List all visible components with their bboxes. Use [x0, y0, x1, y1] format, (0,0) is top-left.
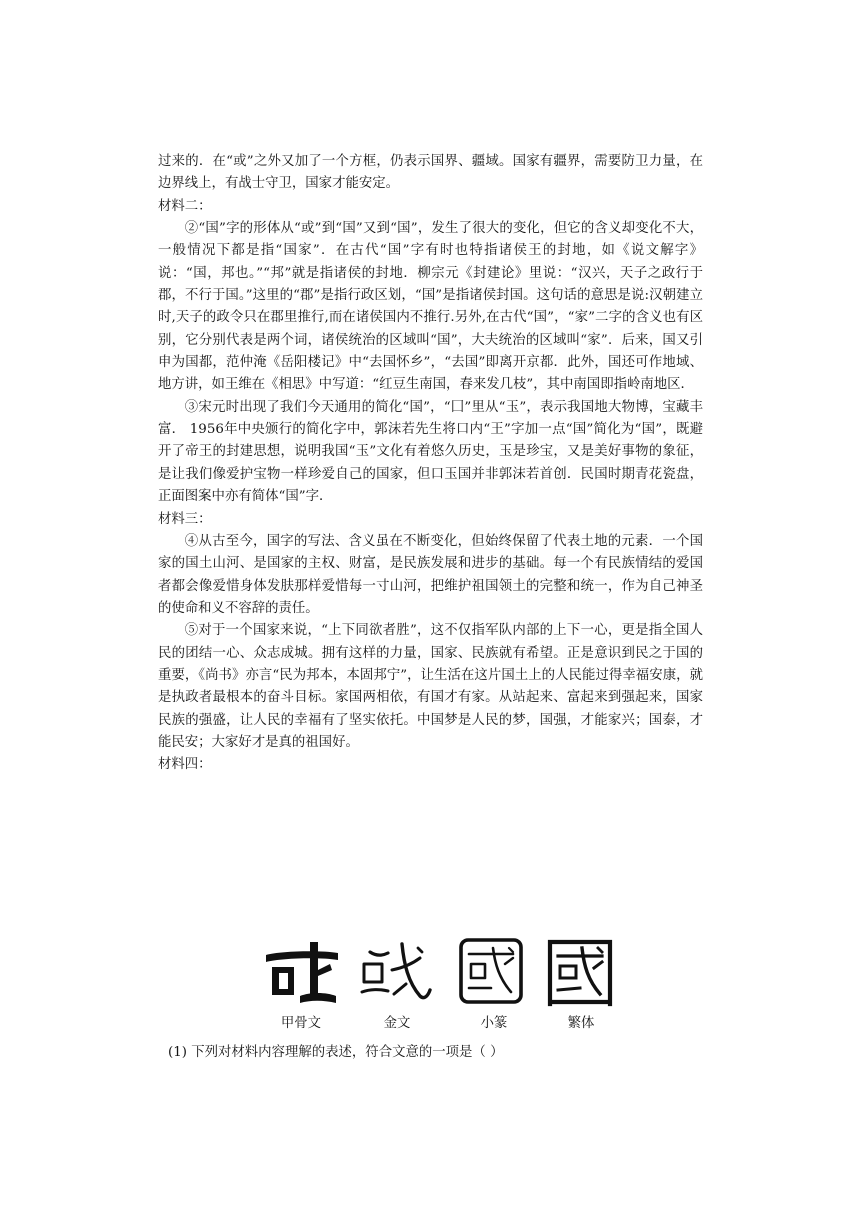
paragraph-5: ⑤对于一个国家来说，“上下同欲者胜”，这不仅指军队内部的上下一心，更是指全国人民的团结一心、众志成城。拥有这样的力量，国家、民族就有希望。正是意识到民之于国的重要，《尚书》亦言“民为邦本，本固邦宁”，让生活在这片国土上的人民能过得幸福安康，就是执政者最根本的奋斗目标。家国两相依，有国才有家。从站起来、富起来到强起来，国家民族的强盛，让人民的幸福有了坚实依托。中国梦是人民的梦，国强，才能家兴；国泰，才能民安；大家好才是真的祖国好。	[158, 623, 703, 750]
traditional-guo-icon	[540, 934, 622, 1012]
paragraph-4: ④从古至今，国字的写法、含义虽在不断变化，但始终保留了代表土地的元素．一个国家的国土山河、是国家的主权、财富，是民族发展和进步的基础。每一个有民族情结的爱国者都会像爱惜身体发肤那样爱惜每一寸山河，把维护祖国领土的完整和统一，作为自己神圣的使命和义不容辞的责任。	[158, 533, 703, 616]
paragraph-2: ②“国”字的形体从“或”到“国”又到“国”，发生了很大的变化，但它的含义却变化不大，一般情况下都是指“国家”．在古代“国”字有时也特指诸侯王的封地，如《说文解字》说：“国，邦也。”“邦”就是指诸侯的封地．柳宗元《封建论》里说：“汉兴，天子之政行于郡，不行于国。”这里的“郡”是指行政区划，“国”是指诸侯封国。这句话的意思是说:汉朝建立时,天子的政令只在郡里推行,而在诸侯国内不推行.另外,在古代“国”，“家”二字的含义也有区别，它分别代表是两个词，诸侯统治的区域叫“国”，大夫统治的区域叫“家”．后来，国又引申为国都，范仲淹《岳阳楼记》中“去国怀乡”，“去国”即离开京都．此外，国还可作地域、地方讲，如王维在《相思》中写道：“红豆生南国，春来发几枝”，其中南国即指岭南地区．	[158, 221, 703, 393]
traditional-label: 繁体	[567, 1016, 595, 1031]
oracle-bone-label: 甲骨文	[280, 1016, 322, 1031]
paragraph-3: ③宋元时出现了我们今天通用的简化“国”，“囗”里从“玉”，表示我国地大物博，宝藏丰富． 1956年中央颁行的简化字中，郭沫若先生将口内“王”字加一点“国”简化为“国”，既避开了帝王的封建思想，说明我国“玉”文化有着悠久历史，玉是珍宝，又是美好事物的象征，是让我们像爱护宝物一样珍爱自己的国家，但口玉国并非郭沫若首创．民国时期青花瓷盘，正面图案中亦有简体“国”字．	[158, 399, 703, 505]
bronze-inscription-glyph	[356, 934, 438, 1044]
article-body	[158, 151, 703, 777]
small-seal-glyph	[453, 934, 535, 1044]
material-3-heading: 材料三：	[158, 511, 212, 527]
small-seal-label: 小篆	[480, 1016, 508, 1031]
bronze-inscription-guo-icon	[356, 934, 438, 1012]
oracle-bone-guo-icon	[260, 934, 342, 1012]
intro-paragraph: 过来的．在“或”之外又加了一个方框，仍表示国界、疆域。国家有疆界，需要防卫力量，在边界线上，有战士守卫，国家才能安定。	[158, 154, 703, 192]
oracle-bone-glyph	[260, 934, 342, 1044]
bronze-inscription-label: 金文	[383, 1016, 411, 1031]
question-1: (1) 下列对材料内容理解的表述，符合文意的一项是（ ）	[168, 1045, 504, 1060]
traditional-glyph	[540, 934, 622, 1044]
material-4-heading: 材料四：	[158, 757, 212, 773]
guo-character-evolution-figure	[260, 934, 620, 1044]
small-seal-guo-icon	[453, 934, 535, 1012]
material-2-heading: 材料二：	[158, 198, 212, 214]
